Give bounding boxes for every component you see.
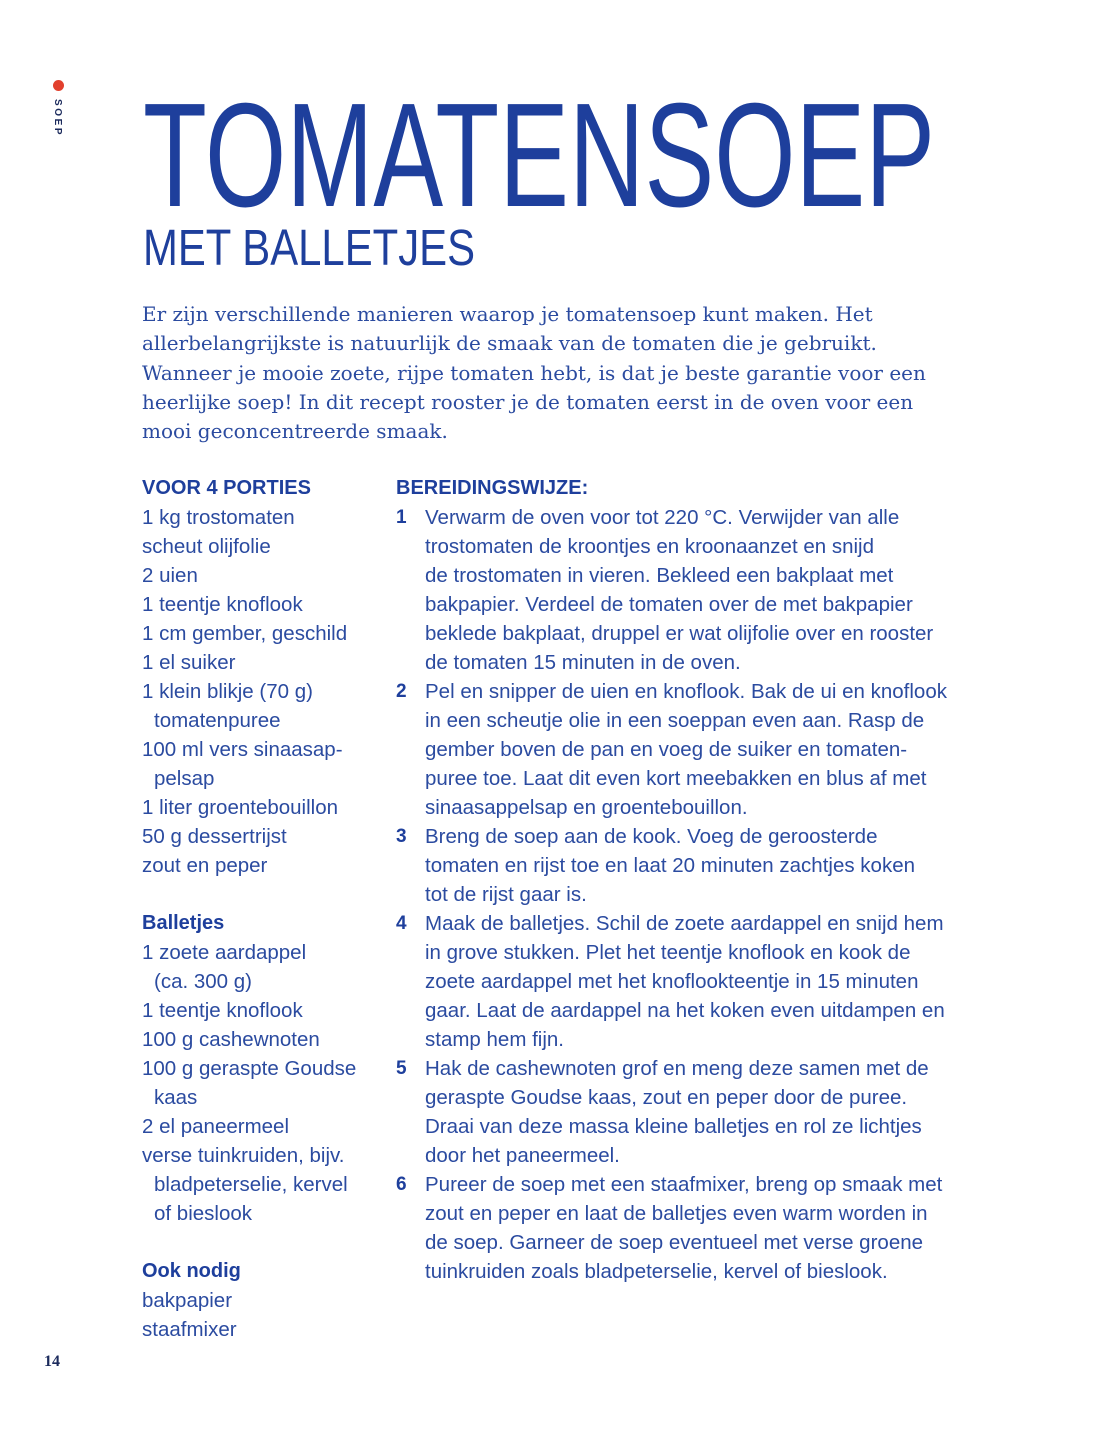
ingredient-item [142, 851, 382, 880]
step-line: Draai van deze massa kleine balletjes en rol ze lichtjes [425, 1115, 922, 1138]
step-line: door het paneermeel. [425, 1144, 620, 1167]
step-line: bakpapier. Verdeel de tomaten over de met bakpapier [425, 593, 913, 616]
step-number: 1 [396, 507, 407, 528]
step-line: Breng de soep aan de kook. Voeg de geroosterde [425, 825, 878, 848]
ingredient-item [142, 561, 382, 590]
ingredient-line: 1 kg trostomaten [142, 506, 295, 529]
ingredient-line: 100 g geraspte Goudse [142, 1057, 357, 1080]
page-subtitle [143, 220, 488, 275]
step-line: de soep. Garneer de soep eventueel met verse groene [425, 1231, 924, 1254]
ingredient-line: 100 ml vers sinaasap- [142, 738, 343, 761]
ingredient-item [142, 619, 382, 648]
ingredient-line: 1 liter groentebouillon [142, 796, 339, 819]
ingredient-line-continued: tomatenpuree [154, 709, 281, 732]
step-line: Pureer de soep met een staafmixer, breng op smaak met [425, 1173, 943, 1196]
extras-heading: Ook nodig [142, 1260, 241, 1282]
balletjes-item [142, 1112, 382, 1141]
intro-line: Er zijn verschillende manieren waarop je tomatensoep kunt maken. Het [142, 302, 873, 326]
step-line: tuinkruiden zoals bladpeterselie, kervel of bieslook. [425, 1260, 888, 1283]
title-text: TOMATENSOEP [143, 73, 935, 238]
intro-line: heerlijke soep! In dit recept rooster je de tomaten eerst in de oven voor een [142, 389, 914, 414]
ingredient-item [142, 677, 382, 735]
step-line: Hak de cashewnoten grof en meng deze samen met de [425, 1057, 929, 1080]
ingredient-line: zout en peper [142, 854, 268, 877]
step-number: 6 [396, 1174, 407, 1195]
balletjes-item [142, 1054, 382, 1112]
extras-line: bakpapier [142, 1289, 233, 1312]
ingredient-line: 1 teentje knoflook [142, 999, 303, 1022]
ingredient-line: 1 cm gember, geschild [142, 622, 348, 645]
ingredient-line: verse tuinkruiden, bijv. [142, 1144, 345, 1167]
ingredient-item [142, 532, 382, 561]
ingredient-item [142, 648, 382, 677]
ingredient-line: scheut olijfolie [142, 535, 271, 558]
extras-line: staafmixer [142, 1318, 237, 1341]
balletjes-item [142, 1025, 382, 1054]
step-line: geraspte Goudse kaas, zout en peper door de puree. [425, 1086, 908, 1109]
page-title [143, 73, 943, 238]
step-line: trostomaten de kroontjes en kroonaanzet en snijd [425, 535, 874, 558]
step-number: 4 [396, 913, 407, 934]
section-gap [142, 880, 382, 909]
intro-line: Wanneer je mooie zoete, rijpe tomaten hebt, is dat je beste garantie voor een [142, 360, 926, 385]
method-step [396, 503, 996, 677]
ingredient-line-continued: kaas [154, 1086, 198, 1109]
ingredients-column [142, 474, 382, 1344]
step-number: 3 [396, 826, 407, 847]
step-line: in een scheutje olie in een soeppan even aan. Rasp de [425, 709, 925, 732]
ingredient-line: 100 g cashewnoten [142, 1028, 320, 1051]
extras-item [142, 1286, 382, 1315]
intro-line: mooi geconcentreerde smaak. [142, 419, 448, 443]
step-line: beklede bakplaat, druppel er wat olijfolie over en rooster [425, 622, 934, 645]
method-step [396, 822, 996, 909]
step-number: 5 [396, 1058, 407, 1079]
method-step [396, 677, 996, 822]
method-column [396, 474, 996, 1286]
step-line: Verwarm de oven voor tot 220 °C. Verwijder van alle [425, 506, 900, 529]
subtitle-text: MET BALLETJES [143, 219, 475, 276]
method-step [396, 1054, 996, 1170]
ingredient-line: 2 el paneermeel [142, 1115, 290, 1138]
ingredient-line-continued: pelsap [154, 767, 215, 790]
step-line: stamp hem fijn. [425, 1028, 564, 1051]
step-line: tomaten en rijst toe en laat 20 minuten zachtjes koken [425, 854, 916, 877]
balletjes-heading: Balletjes [142, 912, 225, 934]
ingredient-item [142, 793, 382, 822]
ingredients-heading: VOOR 4 PORTIES [142, 477, 311, 499]
balletjes-item [142, 1141, 382, 1228]
step-number: 2 [396, 681, 407, 702]
balletjes-item [142, 996, 382, 1025]
ingredient-line: 1 zoete aardappel [142, 941, 307, 964]
ingredient-line: 50 g dessertrijst [142, 825, 287, 848]
step-line: sinaasappelsap en groentebouillon. [425, 796, 748, 819]
section-marker-dot [53, 80, 64, 91]
step-line: tot de rijst gaar is. [425, 883, 587, 906]
ingredient-line: 2 uien [142, 564, 198, 587]
step-line: zoete aardappel met het knoflookteentje in 15 minuten [425, 970, 919, 993]
method-step [396, 1170, 996, 1286]
step-line: Pel en snipper de uien en knoflook. Bak de ui en knoflook [425, 680, 947, 703]
step-line: zout en peper en laat de balletjes even warm worden in [425, 1202, 928, 1225]
step-line: gember boven de pan en voeg de suiker en tomaten- [425, 738, 908, 761]
ingredient-line: 1 teentje knoflook [142, 593, 303, 616]
ingredient-item [142, 735, 382, 793]
ingredient-line-continued: bladpeterselie, kervel [154, 1173, 348, 1196]
ingredient-line: 1 klein blikje (70 g) [142, 680, 313, 703]
method-heading: BEREIDINGSWIJZE: [396, 477, 589, 499]
intro-line: allerbelangrijkste is natuurlijk de smaak van de tomaten die je gebruikt. [142, 331, 877, 356]
balletjes-item [142, 938, 382, 996]
step-line: puree toe. Laat dit even kort meebakken en blus af met [425, 767, 927, 790]
step-line: in grove stukken. Plet het teentje knoflook en kook de [425, 941, 911, 964]
step-line: de tomaten 15 minuten in de oven. [425, 651, 741, 674]
ingredient-line: 1 el suiker [142, 651, 236, 674]
step-line: gaar. Laat de aardappel na het koken even uitdampen en [425, 999, 945, 1022]
section-label: SOEP [52, 99, 63, 138]
ingredient-item [142, 503, 382, 532]
extras-item [142, 1315, 382, 1344]
intro-paragraph [142, 300, 926, 446]
page-number: 14 [44, 1353, 60, 1370]
ingredient-line-continued: of bieslook [154, 1202, 253, 1225]
step-line: Maak de balletjes. Schil de zoete aardappel en snijd hem [425, 912, 944, 935]
ingredient-item [142, 822, 382, 851]
step-line: de trostomaten in vieren. Bekleed een bakplaat met [425, 564, 894, 587]
ingredient-line-continued: (ca. 300 g) [154, 970, 252, 993]
section-gap [142, 1228, 382, 1257]
ingredient-item [142, 590, 382, 619]
method-step [396, 909, 996, 1054]
